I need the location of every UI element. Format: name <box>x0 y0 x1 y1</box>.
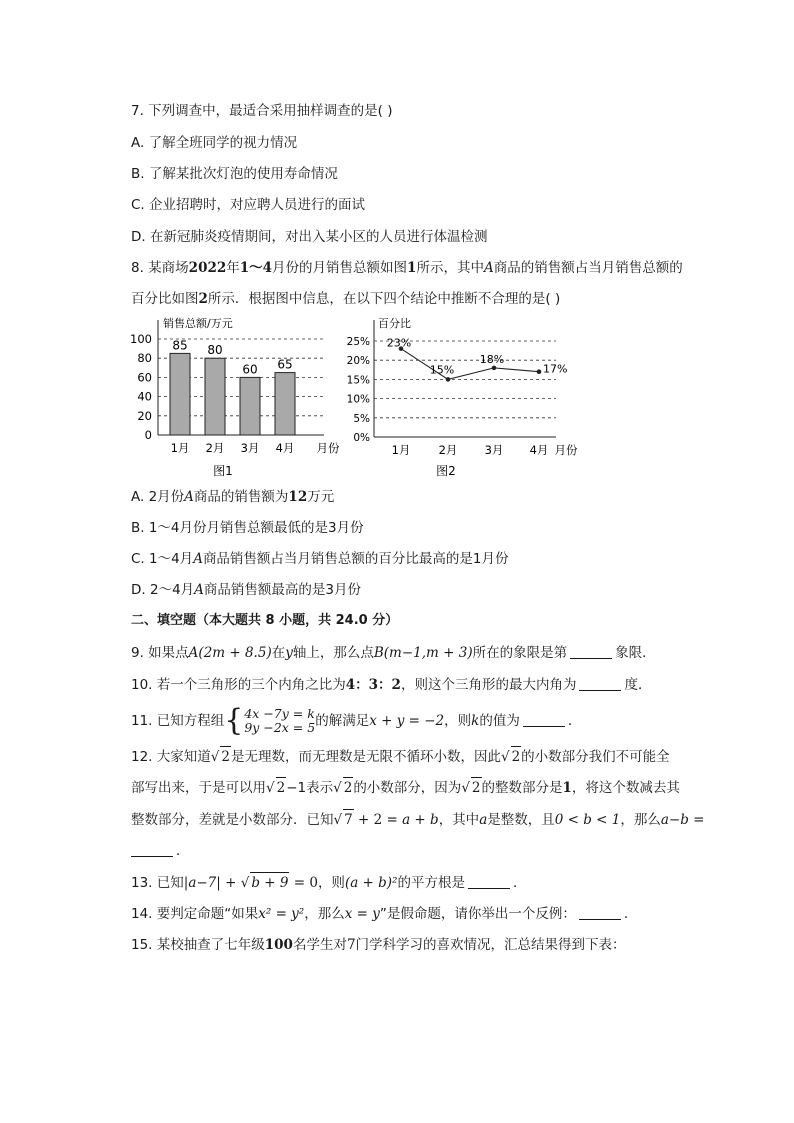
q12-line2 <box>131 777 680 798</box>
radicand: 2 <box>471 777 482 798</box>
q12-line3 <box>131 809 704 830</box>
text: 的整数部分是 <box>481 780 563 796</box>
number: 1 <box>562 780 572 796</box>
y-tick-label: 60 <box>137 370 152 385</box>
text: 年 <box>226 260 240 276</box>
text: 轴上，那么点 <box>292 645 374 661</box>
expression: a−b = <box>660 812 705 828</box>
text: 的解满足 <box>315 713 370 729</box>
text: 是整数，且 <box>487 812 555 828</box>
q8-option-c <box>131 549 509 569</box>
section-title: 二、填空题（本大题共 8 小题，共 24.0 分） <box>131 613 399 628</box>
equation-system <box>224 703 316 738</box>
x-tick-label: 2月 <box>438 443 458 457</box>
q9 <box>131 643 656 663</box>
q7-option-d: D. 在新冠肺炎疫情期间，对出入某小区的人员进行体温检测 <box>131 229 488 245</box>
q13 <box>131 872 526 893</box>
data-label: 80 <box>207 343 223 358</box>
text: 11. 已知方程组 <box>131 713 225 729</box>
y-tick-label: 40 <box>137 389 152 404</box>
text: ，那么 <box>304 906 345 922</box>
text: 整数部分，差就是小数部分．已知 <box>131 812 334 828</box>
x-tick-label: 2月 <box>205 441 225 455</box>
text: 月份的月销售总额如图 <box>272 260 408 276</box>
expression: x + y = −2 <box>369 713 445 729</box>
text: 8. 某商场 <box>131 260 189 276</box>
text: ． <box>176 843 190 859</box>
text: ”是假命题，请你举出一个反例： <box>379 906 576 922</box>
q15 <box>131 935 626 955</box>
expression: x = y <box>344 906 380 922</box>
q12-line4 <box>131 841 190 861</box>
x-tick-label: 1月 <box>391 443 411 457</box>
text: 的小数部分，因为 <box>353 780 462 796</box>
x-axis-label: 月份 <box>316 441 340 455</box>
text: ． <box>623 906 638 922</box>
q8-option-a <box>131 487 334 507</box>
data-label: 65 <box>277 357 293 372</box>
text: 的平方根是 <box>397 875 465 891</box>
text: 所在的象限是第 <box>472 645 568 661</box>
data-point <box>537 369 542 374</box>
equation-row: 4x −7y = k <box>244 706 315 721</box>
number: 100 <box>264 937 293 953</box>
bar <box>240 377 260 435</box>
expression: B(m−1,m + 3) <box>373 645 473 661</box>
text: 名学生对 <box>292 937 347 953</box>
data-label: 60 <box>242 362 258 377</box>
answer-blank[interactable] <box>579 905 621 920</box>
radicand: b + 9 <box>250 872 289 893</box>
text: 的小数部分我们不可能全 <box>521 749 670 765</box>
variable: A <box>193 551 203 567</box>
brace-icon: { <box>224 703 244 738</box>
text: ． <box>567 713 582 729</box>
number: 12 <box>288 489 308 505</box>
radicand: 2 <box>276 777 287 798</box>
q10 <box>131 675 651 695</box>
sqrt-icon: √ <box>461 780 470 796</box>
number: 1～4 <box>239 260 273 276</box>
answer-blank[interactable] <box>468 874 510 889</box>
text: −1表示 <box>286 780 334 796</box>
radicand: 2 <box>511 746 522 767</box>
text: 所示，其中 <box>416 260 484 276</box>
y-tick-label: 20 <box>137 408 152 423</box>
answer-blank[interactable] <box>131 842 173 857</box>
answer-blank[interactable] <box>570 644 612 659</box>
number: 1 <box>407 260 417 276</box>
data-label: 18% <box>479 352 505 366</box>
q8-option-b: B. 1～4月份月销售总额最低的是3月份 <box>131 520 364 536</box>
text: 的值为 <box>479 713 520 729</box>
text: 是无理数，而无理数是无限不循环小数，因此 <box>230 749 501 765</box>
text: 9. 如果点 <box>131 645 189 661</box>
sqrt-icon: √ <box>240 875 250 891</box>
q8-stem-line1 <box>131 258 683 278</box>
text: 所示．根据图中信息，在以下四个结论中推断不合理的是( ) <box>207 291 561 307</box>
series-line <box>401 349 539 380</box>
y-tick-label: 15% <box>346 374 370 387</box>
y-tick-label: 25% <box>346 336 370 348</box>
text: 14. 要判定命题“如果 <box>131 906 259 922</box>
sqrt-icon: √ <box>500 749 510 765</box>
text: 在 <box>271 645 286 661</box>
text: 百分比如图 <box>131 291 199 307</box>
q8-option-d <box>131 580 361 600</box>
y-tick-label: 10% <box>346 393 370 406</box>
q12-line1 <box>131 746 670 767</box>
q7-stem: 7. 下列调查中，最适合采用抽样调查的是( ) <box>131 103 393 119</box>
text: 部写出来，于是可以用 <box>131 780 266 796</box>
data-point <box>446 377 451 382</box>
text: C. 1～4月 <box>131 551 194 567</box>
text: 15. 某校抽查了七年级 <box>131 937 265 953</box>
expression: a + b <box>402 812 439 828</box>
figure-caption: 图2 <box>436 464 456 478</box>
text: 象限． <box>615 645 656 661</box>
number: 7 <box>346 937 356 953</box>
variable: k <box>471 713 480 729</box>
x-axis-label: 月份 <box>554 443 578 457</box>
y-tick-label: 0% <box>353 432 370 444</box>
y-axis-label: 百分比 <box>378 317 411 330</box>
answer-blank[interactable] <box>579 676 621 691</box>
expression: |a−7| + <box>183 875 241 891</box>
radicand: 7 <box>343 809 354 830</box>
y-tick-label: 5% <box>353 412 370 425</box>
number: 2 <box>198 291 208 307</box>
y-tick-label: 20% <box>346 355 370 368</box>
text: 商品的销售额占当月销售总额的 <box>493 260 683 276</box>
bar <box>170 353 190 435</box>
data-point <box>492 366 497 371</box>
variable: a <box>479 812 488 828</box>
expression: (a + b)² <box>344 875 398 891</box>
equation-row: 9y −2x = 5 <box>244 720 316 735</box>
q11 <box>131 703 582 738</box>
x-tick-label: 4月 <box>529 443 549 457</box>
variable: y <box>285 645 293 661</box>
q7-option-a: A. 了解全班同学的视力情况 <box>131 135 298 151</box>
x-tick-label: 3月 <box>484 443 504 457</box>
x-tick-label: 3月 <box>240 441 260 455</box>
text: 商品销售额最高的是3月份 <box>203 582 361 598</box>
sqrt-icon: √ <box>266 780 275 796</box>
data-label: 15% <box>429 363 455 377</box>
x-tick-label: 4月 <box>275 441 295 455</box>
ratio: 4：3：2 <box>345 677 401 693</box>
text: 10. 若一个三角形的三个内角之比为 <box>131 677 346 693</box>
text: ，则 <box>317 875 345 891</box>
q7-option-b: B. 了解某批次灯泡的使用寿命情况 <box>131 166 338 182</box>
y-tick-label: 100 <box>130 332 152 346</box>
text: ，那么 <box>620 812 661 828</box>
data-label: 85 <box>172 338 188 353</box>
radicand: 2 <box>343 777 354 798</box>
answer-blank[interactable] <box>523 712 565 727</box>
sqrt-icon: √ <box>333 812 343 828</box>
expression: + 2 = <box>353 812 403 828</box>
figure-caption: 图1 <box>213 464 233 478</box>
line-chart-fig2 <box>342 312 587 482</box>
q14 <box>131 904 637 924</box>
text: 商品销售额占当月销售总额的百分比最高的是1月份 <box>202 551 509 567</box>
text: ． <box>512 875 527 891</box>
bar <box>205 358 225 435</box>
text: 12. 大家知道 <box>131 749 211 765</box>
variable: A <box>483 260 494 276</box>
text: ，则 <box>444 713 472 729</box>
text: 万元 <box>307 489 335 505</box>
text: ，则这个三角形的最大内角为 <box>400 677 577 693</box>
text: ，将这个数减去其 <box>571 780 680 796</box>
x-tick-label: 1月 <box>170 441 190 455</box>
text: 商品的销售额为 <box>193 489 289 505</box>
q7-option-c: C. 企业招聘时，对应聘人员进行的面试 <box>131 197 366 213</box>
data-label: 17% <box>543 362 568 376</box>
expression: 0 < b < 1 <box>554 812 621 828</box>
y-axis-label: 销售总额/万元 <box>163 317 233 330</box>
text: D. 2～4月 <box>131 582 195 598</box>
variable: A <box>184 489 194 505</box>
expression: = 0 <box>289 875 318 891</box>
y-tick-label: 80 <box>137 351 152 366</box>
bar-chart-fig1 <box>128 312 348 482</box>
bar <box>275 373 295 435</box>
sqrt-icon: √ <box>210 749 220 765</box>
sqrt-icon: √ <box>333 780 342 796</box>
expression: x² = y² <box>258 906 305 922</box>
radicand: 2 <box>220 746 231 767</box>
text: 13. 已知 <box>131 875 184 891</box>
variable: A <box>194 582 204 598</box>
number: 2022 <box>188 260 227 276</box>
data-label: 23% <box>386 336 412 350</box>
text: ，其中 <box>438 812 480 828</box>
y-tick-label: 0 <box>144 428 152 442</box>
text: A. 2月份 <box>131 489 185 505</box>
text: 门学科学习的喜欢情况，汇总结果得到下表： <box>355 937 626 953</box>
expression: A(2m + 8.5) <box>188 645 272 661</box>
text: 度． <box>624 677 652 693</box>
q8-stem-line2 <box>131 289 560 309</box>
